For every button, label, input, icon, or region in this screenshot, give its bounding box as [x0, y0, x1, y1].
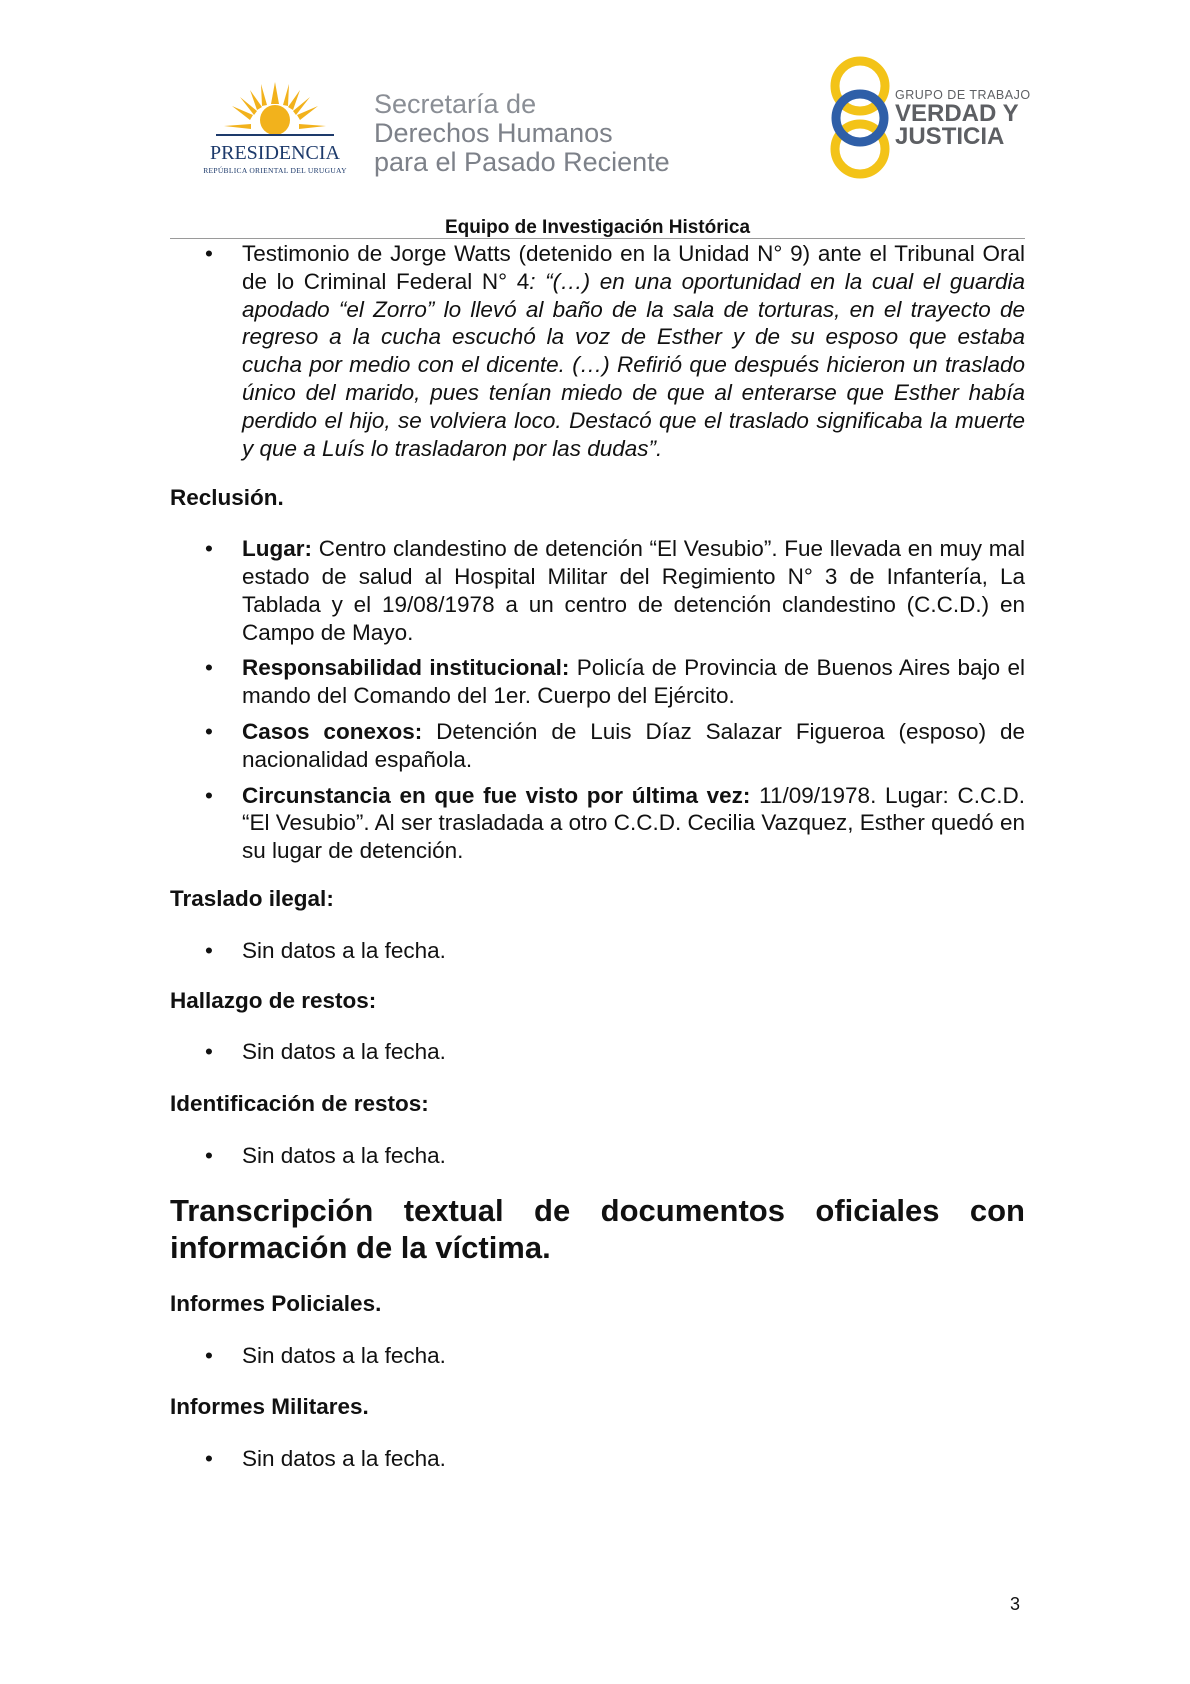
- gtvj-line: VERDAD Y: [895, 100, 1019, 127]
- bullet: •: [205, 536, 213, 562]
- header-divider: [170, 238, 1025, 239]
- list-item: [170, 1038, 1025, 1066]
- gtvj-wordmark: [895, 88, 1031, 148]
- testimony-list: [170, 240, 1025, 462]
- bullet: •: [205, 1342, 213, 1368]
- policiales-list: [170, 1342, 1025, 1370]
- item-text: Sin datos a la fecha.: [242, 1342, 446, 1368]
- bullet: •: [205, 241, 213, 266]
- bullet: •: [205, 655, 213, 681]
- secretaria-line: para el Pasado Reciente: [374, 147, 670, 177]
- bullet: •: [205, 718, 213, 744]
- bullet: •: [205, 1039, 213, 1065]
- presidencia-subtitle: REPÚBLICA ORIENTAL DEL URUGUAY: [203, 166, 347, 175]
- item-label: Lugar:: [242, 536, 312, 562]
- item-label: Responsabilidad institucional:: [242, 655, 570, 681]
- testimony-quote: : “(…) en una oportunidad en la cual el guardia apodado “el Zorro” lo llevó al baño de la sala de torturas, en el trayecto de regreso a la cucha escuchó la voz de Esther y de su esposo que estaba cucha por medio con el dicente. (…) Refirió que después hicieron un traslado único del marido, pues tenían miedo de que al enterarse que Esther había perdido el hijo, se volviera loco. Destacó que el traslado significaba la muerte y que a Luís lo trasladaron por las dudas”.: [242, 268, 1025, 461]
- gtvj-small-text: GRUPO DE TRABAJO: [895, 88, 1031, 102]
- page-number: 3: [1010, 1594, 1021, 1614]
- sun-icon: [196, 80, 354, 142]
- bullet: •: [205, 937, 213, 963]
- section-heading: Identificación de restos:: [170, 1091, 429, 1117]
- section-heading: Informes Policiales.: [170, 1290, 382, 1316]
- list-item: [170, 718, 1025, 774]
- item-text: Sin datos a la fecha.: [242, 1446, 446, 1472]
- list-item: [170, 782, 1025, 865]
- testimony-intro: Testimonio de Jorge Watts (detenido en la Unidad N° 9) ante el Tribunal Oral de lo Criminal Federal N° 4: [242, 241, 1025, 294]
- bullet: •: [205, 1446, 213, 1472]
- identificacion-list: [170, 1142, 1025, 1170]
- section-heading: Reclusión.: [170, 485, 284, 511]
- section-title: Transcripción textual de documentos oficiales con información de la víctima.: [170, 1192, 1025, 1265]
- reclusion-list: [170, 535, 1025, 865]
- list-item: [170, 1342, 1025, 1370]
- list-item: [170, 654, 1025, 710]
- list-item: [170, 535, 1025, 646]
- traslado-list: [170, 937, 1025, 965]
- page-header: [0, 0, 1190, 240]
- document-body: [170, 240, 1025, 1481]
- item-text: Sin datos a la fecha.: [242, 1039, 446, 1065]
- bullet: •: [205, 1142, 213, 1168]
- item-text: Policía de Provincia de Buenos Aires bajo el mando del Comando del 1er. Cuerpo del Ejército.: [242, 655, 1025, 709]
- item-text: Centro clandestino de detención “El Vesubio”. Fue llevada en muy mal estado de salud al Hospital Militar del Regimiento N° 3 de Infantería, La Tablada y el 19/08/1978 a un centro de detención clandestino (C.C.D.) en Campo de Mayo.: [242, 536, 1025, 645]
- list-item: [170, 1142, 1025, 1170]
- section-heading: Hallazgo de restos:: [170, 987, 377, 1013]
- item-label: Circunstancia en que fue visto por última vez:: [242, 782, 751, 808]
- item-label: Casos conexos:: [242, 718, 423, 744]
- presidencia-logo: [196, 80, 354, 180]
- secretaria-line: Derechos Humanos: [374, 118, 613, 148]
- list-item: [170, 240, 1025, 462]
- team-title: Equipo de Investigación Histórica: [444, 217, 751, 238]
- gtvj-line: JUSTICIA: [895, 123, 1005, 150]
- rings-logo-icon: [820, 56, 900, 180]
- list-item: [170, 937, 1025, 965]
- section-heading: Traslado ilegal:: [170, 885, 334, 911]
- item-text: Sin datos a la fecha.: [242, 1142, 446, 1168]
- list-item: [170, 1445, 1025, 1473]
- item-text: Detención de Luis Díaz Salazar Figueroa (esposo) de nacionalidad española.: [242, 718, 1025, 772]
- militares-list: [170, 1445, 1025, 1473]
- section-heading: Informes Militares.: [170, 1394, 369, 1420]
- item-text: 11/09/1978. Lugar: C.C.D. “El Vesubio”. Al ser trasladada a otro C.C.D. Cecilia Vazquez, Esther quedó en su lugar de detención.: [242, 782, 1025, 864]
- secretaria-title: [374, 90, 670, 177]
- bullet: •: [205, 782, 213, 808]
- secretaria-line: Secretaría de: [374, 89, 537, 119]
- item-text: Sin datos a la fecha.: [242, 937, 446, 963]
- presidencia-word: PRESIDENCIA: [209, 142, 340, 164]
- hallazgo-list: [170, 1038, 1025, 1066]
